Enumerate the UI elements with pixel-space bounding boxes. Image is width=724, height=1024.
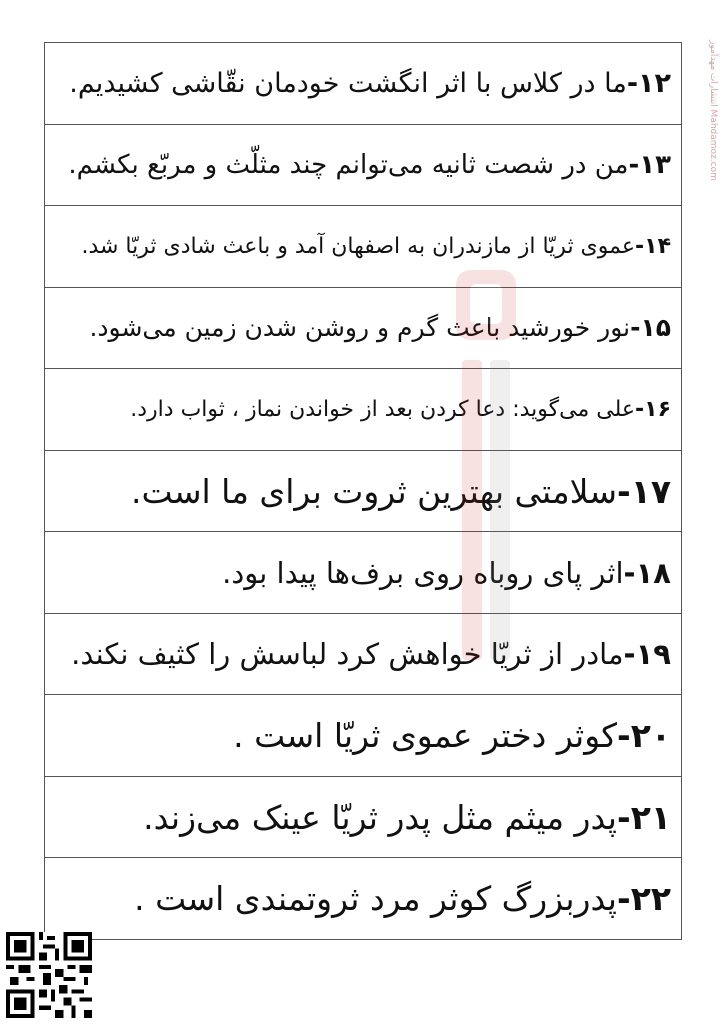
sentence-body: مادر از ثریّا خواهش کرد لباسش را کثیف نکند. (71, 637, 624, 672)
sentence-body: عموی ثریّا از مازندران به اصفهان آمد و باعث شادی ثریّا شد. (81, 233, 635, 259)
sentence-body: سلامتی بهترین ثروت برای ما است. (130, 471, 617, 511)
sentence-table (44, 42, 682, 940)
sentence-row-19 (45, 614, 681, 696)
sentence-row-22 (45, 858, 681, 939)
sentence-number: ۱۷- (617, 471, 671, 511)
sentence-text (222, 556, 671, 590)
sentence-body: ما در کلاس با اثر انگشت خودمان نقّاشی کشیدیم. (69, 67, 627, 99)
sentence-row-15 (45, 288, 681, 370)
sentence-row-16 (45, 369, 681, 451)
sentence-text (130, 397, 671, 422)
sentence-number: ۲۲- (617, 879, 671, 919)
sentence-body: اثر پای روباه روی برف‌ها پیدا بود. (222, 555, 624, 590)
sentence-row-12 (45, 43, 681, 125)
sentence-text (71, 637, 671, 671)
publisher-side-note: انتشارات مهدآموز Mahdamoz.com (708, 40, 718, 181)
sentence-body: پدر میثم مثل پدر ثریّا عینک می‌زند. (143, 797, 617, 837)
sentence-body: کوثر دختر عموی ثریّا است . (233, 716, 617, 756)
sentence-body: نور خورشید باعث گرم و روشن شدن زمین می‌شود. (89, 313, 631, 343)
sentence-number: ۱۲- (626, 67, 671, 99)
sentence-row-20 (45, 695, 681, 777)
qr-code-icon[interactable] (6, 932, 92, 1018)
sentence-row-13 (45, 125, 681, 207)
sentence-number: ۱۸- (623, 555, 671, 590)
sentence-row-21 (45, 777, 681, 859)
sentence-text (89, 313, 671, 342)
sentence-number: ۱۵- (630, 313, 671, 343)
sentence-number: ۱۳- (628, 149, 671, 180)
sentence-text (69, 68, 671, 99)
sentence-text (233, 716, 671, 755)
sentence-text (143, 798, 671, 837)
sentence-number: ۱۴- (635, 233, 671, 259)
sentence-body: من در شصت ثانیه می‌توانم چند مثلّث و مربّع بکشم. (68, 149, 629, 180)
sentence-text (134, 879, 671, 918)
sentence-body: پدربزرگ کوثر مرد ثروتمندی است . (134, 879, 617, 919)
sentence-text (131, 472, 671, 511)
sentence-body: علی می‌گوید: دعا کردن بعد از خواندن نماز ، ثواب دارد. (130, 396, 635, 422)
sentence-text (81, 234, 671, 259)
sentence-number: ۲۰- (617, 716, 671, 756)
sentence-number: ۲۱- (617, 797, 671, 837)
sentence-number: ۱۶- (635, 396, 671, 422)
sentence-row-14 (45, 206, 681, 288)
sentence-number: ۱۹- (623, 637, 671, 672)
sentence-text (68, 150, 671, 180)
sentence-row-17 (45, 451, 681, 533)
sentence-row-18 (45, 532, 681, 614)
